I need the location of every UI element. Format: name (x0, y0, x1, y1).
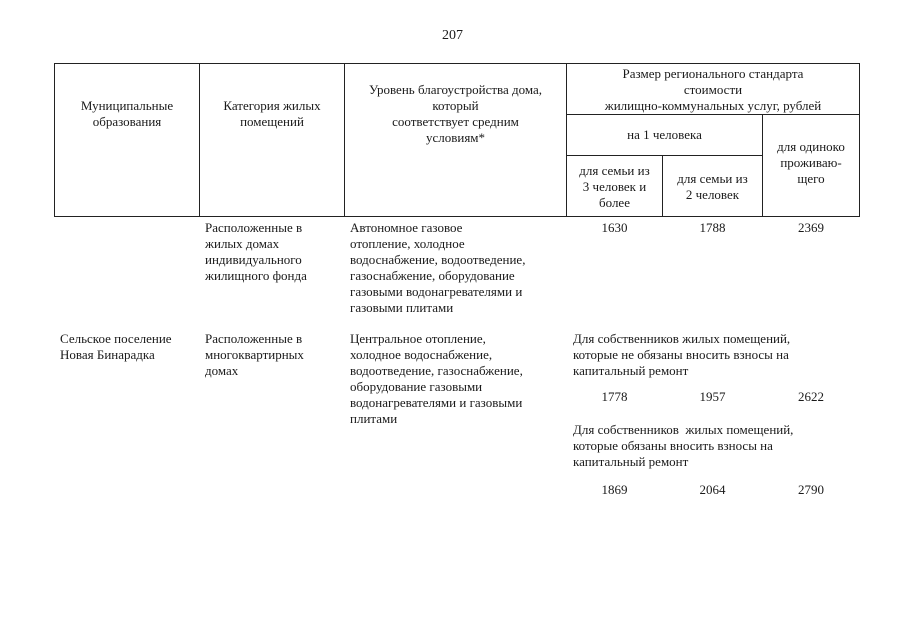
row2-municipality: Сельское поселение Новая Бинарадка (60, 331, 172, 362)
header-level: Уровень благоустройства дома, который соответствует средним условиям* (368, 82, 543, 145)
header-per-person: на 1 человека (627, 127, 702, 142)
header-single: для одиноко проживаю- щего (777, 139, 845, 186)
row2-group2-value-single: 2790 (798, 482, 824, 497)
row2-level: Центральное отопление, холодное водоснабжение, водоотведение, газоснабжение, оборудование газовыми водонагревателями и газовыми плитами (350, 331, 523, 426)
row2-group1-value-family3: 1778 (601, 389, 628, 404)
header-category: Категория жилых помещений (223, 98, 321, 129)
row1-value-family3: 1630 (601, 220, 628, 235)
row1-category: Расположенные в жилых домах индивидуального жилищного фонда (205, 220, 307, 283)
header-family2: для семьи из 2 человек (677, 171, 748, 202)
grid-line (54, 63, 860, 64)
grid-line (566, 155, 762, 156)
grid-line (54, 216, 860, 217)
grid-line (859, 63, 860, 217)
row2-category: Расположенные в многоквартирных домах (205, 331, 304, 378)
row2-group2-value-family2: 2064 (699, 482, 726, 497)
row2-group2-value-family3: 1869 (601, 482, 628, 497)
row2-note-obligation: Для собственников жилых помещений, которые обязаны вносить взносы на капитальный ремонт (573, 422, 794, 469)
header-municipality: Муниципальные образования (80, 98, 174, 129)
row2-group1-value-single: 2622 (798, 389, 824, 404)
grid-line (199, 63, 200, 217)
row1-level: Автономное газовое отопление, холодное водоснабжение, водоотведение, газоснабжение, оборудование газовыми водонагревателями и газовыми плитами (350, 220, 526, 315)
row1-value-family2: 1788 (699, 220, 726, 235)
grid-line (54, 63, 55, 217)
row1-value-single: 2369 (798, 220, 824, 235)
header-family3: для семьи из 3 человек и более (579, 163, 650, 210)
grid-line (566, 114, 860, 115)
row2-note-no-obligation: Для собственников жилых помещений, которые не обязаны вносить взносы на капитальный ремонт (573, 331, 791, 378)
page-number: 207 (442, 28, 463, 43)
row2-group1-value-family2: 1957 (699, 389, 726, 404)
header-standard: Размер регионального стандарта стоимости жилищно-коммунальных услуг, рублей (604, 66, 822, 113)
